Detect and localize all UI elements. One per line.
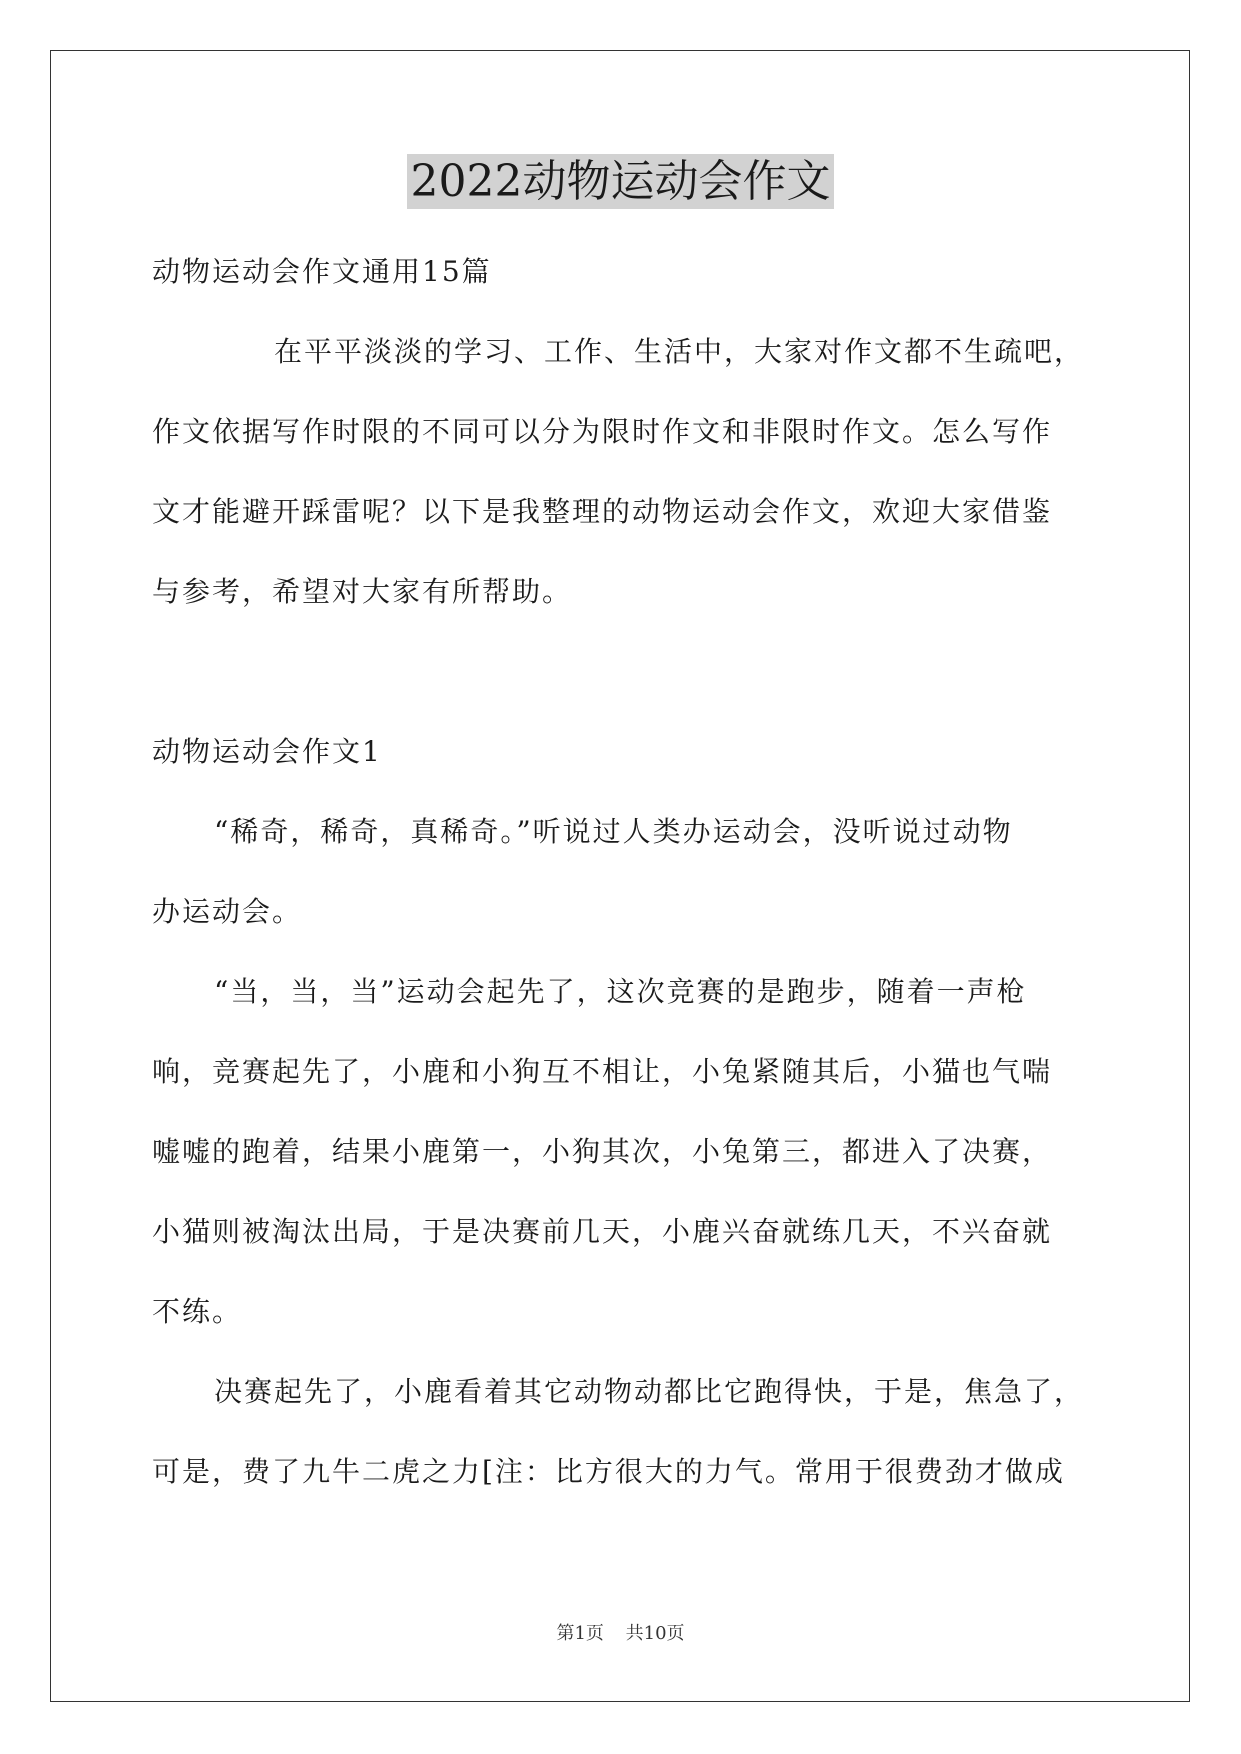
- paragraph-2-line-4: 小猫则被淘汰出局，于是决赛前几天，小鹿兴奋就练几天，不兴奋就: [152, 1215, 1053, 1248]
- paragraph-2-line-5: 不练。: [152, 1295, 243, 1328]
- intro-line-3: 文才能避开踩雷呢？以下是我整理的动物运动会作文，欢迎大家借鉴: [152, 495, 1053, 528]
- document-title: [0, 152, 1241, 212]
- paragraph-3-line-2: 可是，费了九牛二虎之力[注：比方很大的力气。常用于很费劲才做成: [152, 1455, 1065, 1488]
- page-total: 共10页: [625, 1623, 685, 1644]
- paragraph-1-line-1: “稀奇，稀奇，真稀奇。”听说过人类办运动会，没听说过动物: [214, 815, 1013, 848]
- page-footer: [0, 1620, 1241, 1648]
- intro-line-2: 作文依据写作时限的不同可以分为限时作文和非限时作文。怎么写作: [152, 415, 1053, 448]
- paragraph-1-line-2: 办运动会。: [152, 895, 303, 928]
- essay-heading: 动物运动会作文1: [152, 735, 382, 768]
- intro-line-1: 在平平淡淡的学习、工作、生活中，大家对作文都不生疏吧，: [274, 335, 1085, 368]
- paragraph-2-line-2: 响，竞赛起先了，小鹿和小狗互不相让，小兔紧随其后，小猫也气喘: [152, 1055, 1053, 1088]
- section-spacer: [152, 632, 1092, 712]
- intro-line-4: 与参考，希望对大家有所帮助。: [152, 575, 573, 608]
- document-title-text: 2022动物运动会作文: [407, 154, 835, 209]
- paragraph-2-line-3: 嘘嘘的跑着，结果小鹿第一，小狗其次，小兔第三，都进入了决赛，: [152, 1135, 1053, 1168]
- paragraph-3-line-1: 决赛起先了，小鹿看着其它动物动都比它跑得快，于是，焦急了，: [214, 1375, 1085, 1408]
- page-number: 第1页: [556, 1623, 604, 1644]
- document-body: [152, 232, 1092, 1512]
- paragraph-2-line-1: “当，当，当”运动会起先了，这次竞赛的是跑步，随着一声枪: [214, 975, 1027, 1008]
- document-subtitle: 动物运动会作文通用15篇: [152, 255, 492, 288]
